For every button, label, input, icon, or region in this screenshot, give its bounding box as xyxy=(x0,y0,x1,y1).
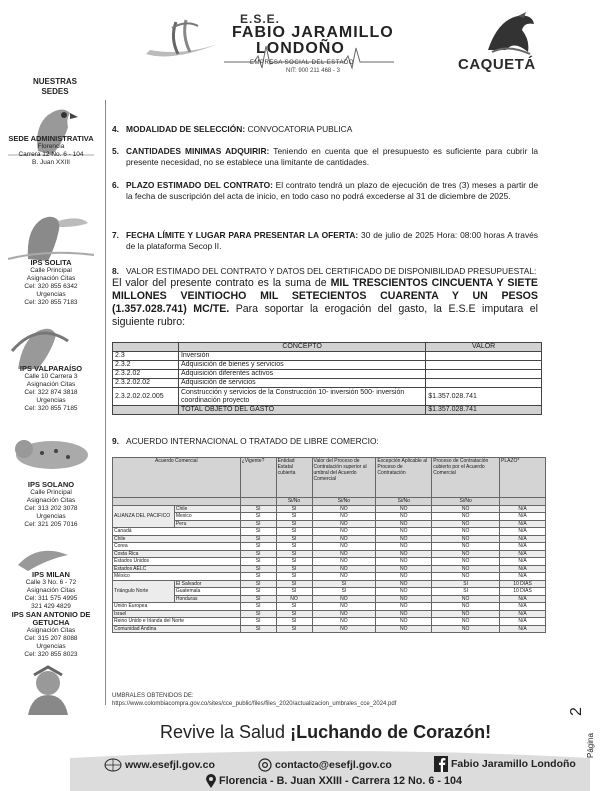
table-row: ALIANZA DEL PACIFICO Chile SI SI NO NO NO N/A xyxy=(113,505,546,513)
sidebar-title: NUESTRAS SEDES xyxy=(32,77,77,96)
trade-table-header: Acuerdo Comercial ¿Vigente? Entidad Estatal cubierta Valor del Proceso de Contratación superior al umbral del Acuerdo Comercial Excepción Aplicable al Proceso de Contratación Proceso de Contratación cubierto por el Acuerdo Comercial PLAZO* xyxy=(113,458,546,498)
table-row: Peru SI SI NO NO NO N/A xyxy=(113,520,546,528)
ese-swoosh-logo-icon xyxy=(142,14,222,66)
budget-table-header: CONCEPTO VALOR xyxy=(113,343,542,352)
table-row: Israel SI SI NO NO NO N/A xyxy=(113,610,546,618)
department-name: CAQUETÁ xyxy=(458,56,536,73)
budget-table xyxy=(112,342,542,415)
table-row: Corea SI SI NO NO NO N/A xyxy=(113,543,546,551)
section-5: 5. CANTIDADES MINIMAS ADQUIRIR: Teniendo en cuenta que el presupuesto es suficiente para cubrir la presente necesidad, no se establece una limitante de cantidades. xyxy=(112,146,539,167)
table-row: 2.3.2 Adquisición de bienes y servicios xyxy=(113,361,542,370)
sede-ips-solita: IPS SOLITA Calle Principal Asignación Citas Cel: 320 855 6342 Urgencias Cel: 320 855 7183 xyxy=(24,258,78,306)
locations-sidebar xyxy=(0,75,100,715)
contract-value-paragraph: El valor del presente contrato es la suma de MIL TRESCIENTOS CINCUENTA Y SIETE MILLONES VEINTIOCHO MIL SETECIENTOS CUARENTA Y UN PESOS (1.357.028.741) MC/TE. Para soportar la erogación del gasto, la E.S.E imputara el siguiente rubro: xyxy=(112,277,538,328)
location-pin-icon xyxy=(206,774,216,788)
org-nit: NIT: 900 211 468 - 3 xyxy=(286,68,340,74)
indigenous-figure-illustration-icon xyxy=(8,665,88,715)
org-name-line2: LONDOÑO xyxy=(256,40,345,57)
org-name-line1: FABIO JARAMILLO xyxy=(232,24,394,41)
sede-ips-san-antonio: IPS SAN ANTONIO DE GETUCHA Asignación Citas Cel: 315 207 8088 Urgencias Cel: 320 855 8023 xyxy=(11,610,91,658)
footer-facebook[interactable]: Fabio Jaramillo Londoño xyxy=(434,756,576,772)
globe-icon xyxy=(104,758,122,772)
letterhead xyxy=(0,0,606,80)
section-7: 7. FECHA LÍMITE Y LUGAR PARA PRESENTAR LA OFERTA: 30 de julio de 2025 Hora: 08:00 horas A través de la plataforma Secop II. xyxy=(112,230,538,251)
svg-text:Página: Página xyxy=(586,733,595,758)
table-row: México SI SI NO NO NO N/A xyxy=(113,573,546,581)
section-4: 4. MODALIDAD DE SELECCIÓN: CONVOCATORIA PUBLICA xyxy=(112,124,353,134)
table-row: 2.3.2.02.02 Adquisición de servicios xyxy=(113,379,542,388)
thresholds-url: https://www.colombiacompra.gov.co/sites/cce_public/files/files_2020/actualizacion_umbrales_cce_2024.pdf xyxy=(112,701,397,707)
at-sign-icon xyxy=(258,758,272,772)
facebook-icon xyxy=(434,756,448,772)
trade-table-subheader: Si/No Si/No Si/No Si/No xyxy=(113,498,546,506)
toucan-illustration-icon xyxy=(8,193,94,263)
table-row: Canadá SI SI NO NO NO N/A xyxy=(113,528,546,536)
section-9: 9. ACUERDO INTERNACIONAL O TRATADO DE LIBRE COMERCIO: xyxy=(112,436,379,446)
table-row: Unión Europea SI SI NO NO NO N/A xyxy=(113,603,546,611)
table-row: Triángulo Norte El Salvador SI SI SI NO SI 10 DIAS xyxy=(113,580,546,588)
sede-ips-milan: IPS MILAN Calle 3 No. 6 - 72 Asignación Citas Cel: 311 575 4995 321 429 4829 xyxy=(24,570,78,610)
org-subtitle: EMPRESA SOCIAL DEL ESTADO xyxy=(250,60,354,66)
sede-ips-valparaiso: IPS VALPARAÍSO Calle 10 Carrera 3 Asignación Citas Cel: 322 874 3818 Urgencias Cel: 320 855 7185 xyxy=(19,364,83,412)
table-row: Comunidad Andina SI SI NO NO NO N/A xyxy=(113,625,546,633)
table-row: Guatemala SI SI SI NO SI 10 DIAS xyxy=(113,588,546,596)
table-row: Honduras SI NO NO NO NO N/A xyxy=(113,595,546,603)
trade-agreements-table xyxy=(112,457,546,633)
table-row: Costa Rica SI SI NO NO NO N/A xyxy=(113,550,546,558)
footer-website[interactable]: www.esefjl.gov.co xyxy=(104,758,215,772)
ese-label: E.S.E. xyxy=(240,12,281,26)
bird-illustration-icon xyxy=(8,535,94,575)
table-row: Reino Unido e Irlanda del Norte SI SI NO NO NO N/A xyxy=(113,618,546,626)
table-row: Estados Unidos SI SI NO NO NO N/A xyxy=(113,558,546,566)
section-8-label: VALOR ESTIMADO DEL CONTRATO Y DATOS DEL CERTIFICADO DE DISPONIBILIDAD PRESUPUESTAL: xyxy=(126,266,537,276)
parrot-illustration-icon xyxy=(8,311,94,371)
caqueta-bird-logo-icon xyxy=(478,10,538,56)
table-row: Mexico SI SI NO NO NO N/A xyxy=(113,513,546,521)
section-8: 8. VALOR ESTIMADO DEL CONTRATO Y DATOS DEL CERTIFICADO DE DISPONIBILIDAD PRESUPUESTAL: El valor del presente contrato es la suma de MIL TRESCIENTOS CINCUENTA Y SIETE MILLONES VEINTIOCHO MIL SETECIENTOS CUARENTA Y UN PESOS (1.357.028.741) MC/TE. Para soportar la erogación del gasto, la E.S.E imputara el siguiente rubro: xyxy=(112,266,538,328)
footer-address: Florencia - B. Juan XXIII - Carrera 12 No. 6 - 104 xyxy=(206,774,462,788)
table-row: 2.3.2.02 Adquisición diferentes activos xyxy=(113,370,542,379)
thresholds-source: UMBRALES OBTENIDOS DE: https://www.colombiacompra.gov.co/sites/cce_public/files/files_2020/actualizacion_umbrales_cce_2024.pdf xyxy=(112,693,397,707)
sede-ips-solano: IPS SOLANO Calle Principal Asignación Citas Cel: 313 202 3078 Urgencias Cel: 321 205 7016 xyxy=(24,480,78,528)
section-4-label: MODALIDAD DE SELECCIÓN: xyxy=(126,124,246,134)
svg-text:2: 2 xyxy=(568,707,585,716)
table-row: Estados AELC SI SI NO NO NO N/A xyxy=(113,565,546,573)
table-row: Chile SI SI NO NO NO N/A xyxy=(113,535,546,543)
footer-slogan: Revive la Salud ¡Luchando de Corazón! xyxy=(160,722,492,742)
budget-total-row: TOTAL OBJETO DEL GASTO $1.357.028.741 xyxy=(113,406,542,415)
sidebar-divider xyxy=(105,100,106,705)
sede-administrativa: SEDE ADMINISTRATIVA Florencia Carrera 12 No. 6 - 104 B. Juan XXIII xyxy=(8,134,94,166)
footer-email[interactable]: contacto@esefjl.gov.co xyxy=(258,758,392,772)
table-row: 2.3 Inversión xyxy=(113,352,542,361)
jaguar-illustration-icon xyxy=(8,427,94,477)
section-6: 6. PLAZO ESTIMADO DEL CONTRATO: El contrato tendrá un plazo de ejecución de tres (3) meses a partir de la fecha de suscripción del acta de inicio, en todo caso no podrá excederse al 31 de diciembre de 2025. xyxy=(112,180,538,201)
table-row: 2.3.2.02.02.005 Construcción y servicios de la Construcción 10- inversión 500- inversión coordinación proyecto $1.357.028.741 xyxy=(113,388,542,406)
